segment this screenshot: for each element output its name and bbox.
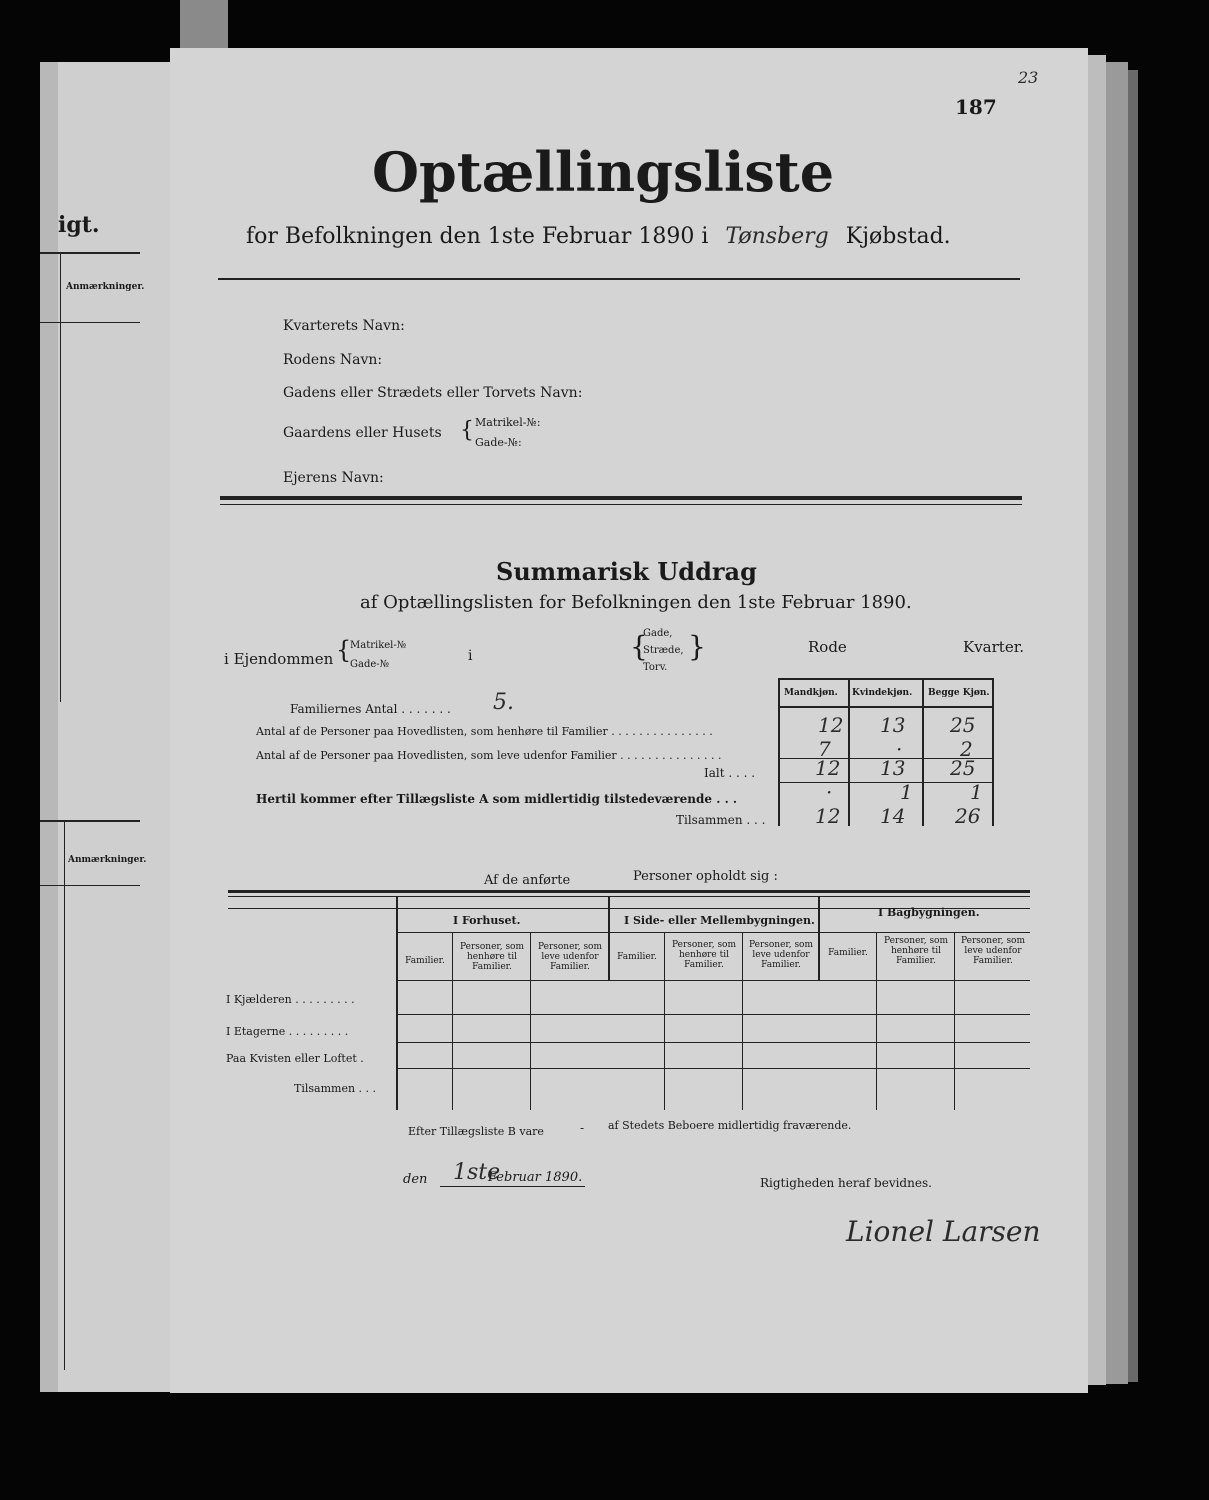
cell-value: 26 bbox=[955, 804, 981, 828]
subheader-in-families: Personer, som henhøre til Familier. bbox=[883, 936, 949, 966]
cell-value: 12 bbox=[815, 804, 841, 828]
group-header-back-building: I Bagbygningen. bbox=[878, 906, 980, 919]
subheader-families: Familier. bbox=[405, 956, 445, 966]
cell-value: · bbox=[896, 737, 903, 761]
street-type-label: Stræde, bbox=[643, 645, 684, 656]
left-heading: igt. bbox=[58, 212, 100, 238]
page-title: Optællingsliste bbox=[372, 140, 835, 204]
cell-value: 7 bbox=[818, 737, 831, 761]
row-label-residence-total: Tilsammen . . . bbox=[294, 1082, 377, 1095]
brace: } bbox=[688, 630, 706, 663]
female-header: Kvindekjøn. bbox=[852, 688, 913, 698]
row-label-cellar: I Kjælderen . . . . . . . . . bbox=[226, 993, 355, 1006]
quarter-label: Kvarter. bbox=[963, 638, 1024, 656]
row-label-in-families: Antal af de Personer paa Hovedlisten, som henhøre til Familier . . . . . . . . . . . . . . . bbox=[256, 725, 713, 738]
subheader-in-families: Personer, som henhøre til Familier. bbox=[459, 942, 525, 972]
subheader-outside-families: Personer, som leve udenfor Familier. bbox=[748, 940, 814, 970]
cadastral-no-label: Matrikel-№ bbox=[350, 640, 407, 651]
street-type-label: Torv. bbox=[643, 662, 668, 673]
subheader-families: Familier. bbox=[828, 948, 868, 958]
subheader-in-families: Personer, som henhøre til Familier. bbox=[671, 940, 737, 970]
subtitle-prefix: for Befolkningen den 1ste Februar 1890 i bbox=[246, 224, 709, 249]
cell-value: 25 bbox=[950, 713, 976, 737]
divider bbox=[64, 820, 65, 1370]
divider bbox=[40, 252, 140, 254]
cadastral-no-label: Matrikel-№: bbox=[475, 416, 541, 429]
row-label-total: Ialt . . . . bbox=[704, 766, 756, 780]
subheader-outside-families: Personer, som leve udenfor Familier. bbox=[960, 936, 1026, 966]
pencil-number: 23 bbox=[1018, 68, 1039, 87]
group-header-side-building: I Side- eller Mellembygningen. bbox=[624, 914, 815, 927]
families-count-value: 5. bbox=[493, 690, 514, 715]
page-edge bbox=[1128, 70, 1138, 1382]
page-number: 187 bbox=[955, 95, 997, 119]
signature: Lionel Larsen bbox=[846, 1215, 1041, 1248]
cell-value: 12 bbox=[815, 756, 841, 780]
male-header: Mandkjøn. bbox=[784, 688, 838, 698]
left-page-edge bbox=[40, 62, 58, 1392]
street-no-label: Gade-№ bbox=[350, 659, 390, 670]
group-header-front-house: I Forhuset. bbox=[453, 914, 521, 927]
families-count-label: Familiernes Antal . . . . . . . bbox=[290, 702, 451, 716]
in-label: i bbox=[468, 648, 473, 664]
subtitle bbox=[246, 224, 951, 249]
subheader-outside-families: Personer, som leve udenfor Familier. bbox=[537, 942, 603, 972]
brace: { bbox=[630, 630, 648, 663]
residence-intro-right: Personer opholdt sig : bbox=[633, 869, 778, 884]
date-den: den bbox=[403, 1172, 428, 1187]
divider bbox=[40, 322, 140, 323]
cell-value: 1 bbox=[970, 780, 983, 804]
date-month-year: Februar 1890. bbox=[488, 1170, 583, 1185]
date-underline bbox=[440, 1186, 585, 1187]
temporary-absent-label: Efter Tillægsliste B vare bbox=[408, 1125, 544, 1138]
street-type-label: Gade, bbox=[643, 628, 673, 639]
page-edge bbox=[1106, 62, 1128, 1384]
brace: { bbox=[336, 636, 352, 664]
page-edge bbox=[1088, 55, 1106, 1385]
left-col-header: Anmærkninger. bbox=[66, 282, 145, 292]
divider bbox=[218, 278, 1020, 280]
cell-value: 25 bbox=[950, 756, 976, 780]
property-label: i Ejendommen bbox=[224, 650, 334, 668]
town-handwritten: Tønsberg bbox=[725, 224, 829, 249]
quarter-name-label: Kvarterets Navn: bbox=[283, 318, 405, 334]
divider bbox=[40, 885, 140, 886]
summary-title: Summarisk Uddrag bbox=[496, 557, 757, 586]
row-label-grand-total: Tilsammen . . . bbox=[676, 813, 766, 827]
divider bbox=[220, 496, 1022, 500]
cell-value: 13 bbox=[880, 713, 906, 737]
row-label-attic: Paa Kvisten eller Loftet . bbox=[226, 1052, 364, 1065]
divider bbox=[60, 252, 61, 702]
left-col-header: Anmærkninger. bbox=[68, 855, 147, 865]
cell-value: · bbox=[826, 780, 833, 804]
cell-value: 2 bbox=[960, 737, 973, 761]
cell-value: 12 bbox=[818, 713, 844, 737]
attestation-text: Rigtigheden heraf bevidnes. bbox=[760, 1176, 932, 1190]
cell-value: 14 bbox=[880, 804, 906, 828]
both-header: Begge Kjøn. bbox=[928, 688, 990, 698]
owner-name-label: Ejerens Navn: bbox=[283, 470, 384, 486]
row-label-outside-families: Antal af de Personer paa Hovedlisten, som leve udenfor Familier . . . . . . . . . . . . . . . bbox=[256, 749, 722, 762]
house-label: Gaardens eller Husets bbox=[283, 425, 442, 441]
divider bbox=[220, 504, 1022, 505]
temporary-absent-dash: - bbox=[580, 1121, 585, 1135]
street-no-label: Gade-№: bbox=[475, 436, 522, 449]
subheader-families: Familier. bbox=[617, 952, 657, 962]
divider bbox=[228, 890, 1030, 893]
district-name-label: Rodens Navn: bbox=[283, 352, 383, 368]
street-name-label: Gadens eller Strædets eller Torvets Navn: bbox=[283, 385, 583, 401]
district-label: Rode bbox=[808, 638, 847, 656]
residence-intro-left: Af de anførte bbox=[484, 873, 571, 888]
subtitle-suffix: Kjøbstad. bbox=[845, 224, 951, 249]
date-day-handwritten: 1ste bbox=[453, 1160, 501, 1185]
cell-value: 13 bbox=[880, 756, 906, 780]
cell-value: 1 bbox=[900, 780, 913, 804]
row-label-temporary: Hertil kommer efter Tillægsliste A som midlertidig tilstedeværende . . . bbox=[256, 792, 738, 806]
summary-subtitle: af Optællingslisten for Befolkningen den 1ste Februar 1890. bbox=[360, 592, 912, 613]
temporary-absent-suffix: af Stedets Beboere midlertidig fraværende. bbox=[608, 1119, 852, 1132]
row-label-floors: I Etagerne . . . . . . . . . bbox=[226, 1025, 349, 1038]
divider bbox=[40, 820, 140, 822]
brace: { bbox=[460, 418, 474, 443]
